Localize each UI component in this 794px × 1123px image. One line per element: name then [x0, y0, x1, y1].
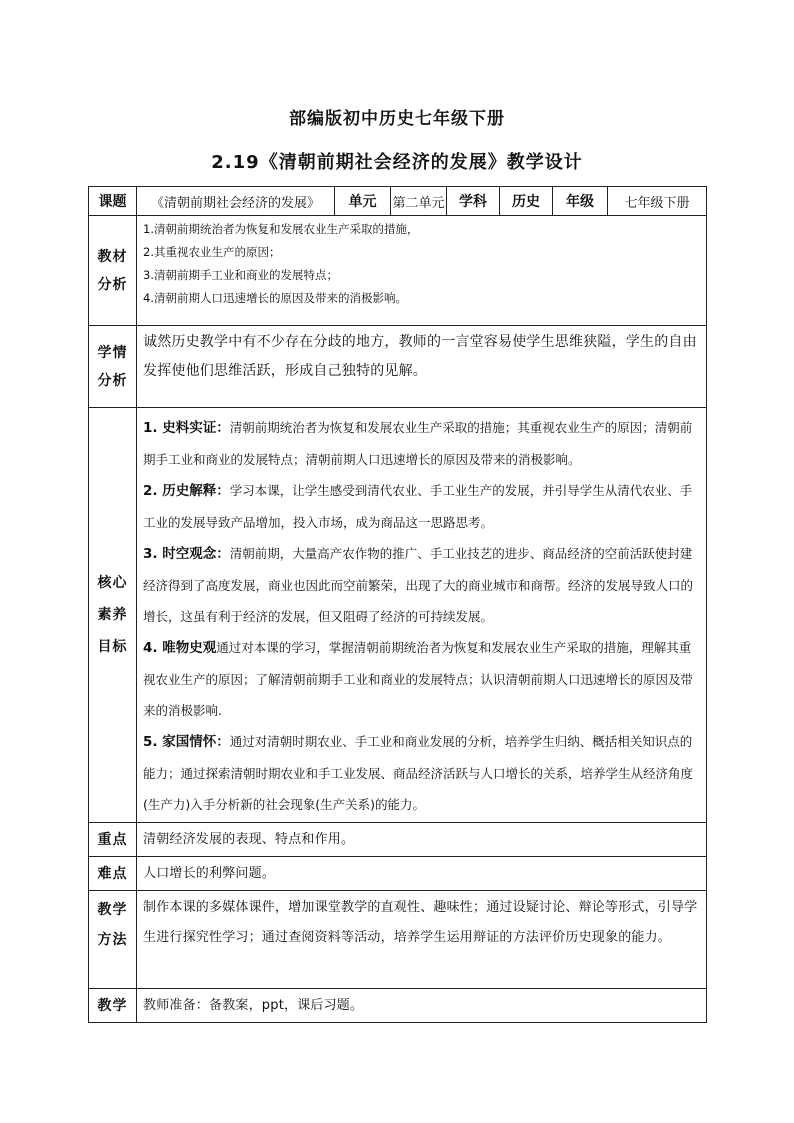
key-text: 清朝经济发展的表现、特点和作用。 [143, 832, 355, 847]
learner-text: 诚然历史教学中有不少存在分歧的地方，教师的一言堂容易使学生思维狭隘，学生的自由发挥使他们思维活跃，形成自己独特的见解。 [143, 334, 697, 379]
unit-label: 单元 [335, 187, 391, 216]
method-label [89, 891, 137, 989]
method-label-line2: 方法 [97, 932, 128, 948]
grade-value: 七年级下册 [608, 187, 707, 216]
core-item [143, 475, 700, 538]
core-item-head: 4. 唯物史观 [143, 640, 217, 656]
core-label-line1: 核心 [97, 575, 128, 591]
subject-value: 历史 [500, 187, 553, 216]
difficulty-content [137, 857, 707, 891]
core-item-head: 1. 史料实证： [143, 420, 230, 436]
core-item-head: 5. 家国情怀： [143, 734, 230, 750]
material-content [137, 216, 707, 326]
core-item-text: 通过对本课的学习，掌握清朝前期统治者为恢复和发展农业生产采取的措施，理解其重视农业生产的原因；了解清朝前期手工业和商业的发展特点；认识清朝前期人口迅速增长的原因及带来的消极影响. [143, 640, 694, 718]
learner-content [137, 326, 707, 408]
document-title: 部编版初中历史七年级下册 [289, 109, 505, 129]
document-subtitle: 2.19《清朝前期社会经济的发展》教学设计 [211, 152, 583, 173]
prep-row [89, 989, 707, 1023]
material-row [89, 216, 707, 326]
key-content [137, 823, 707, 857]
lesson-plan-table [88, 186, 707, 1023]
material-line: 4.清朝前期人口迅速增长的原因及带来的消极影响。 [143, 291, 407, 305]
header-row [89, 187, 707, 216]
material-line: 1.清朝前期统治者为恢复和发展农业生产采取的措施， [143, 222, 419, 236]
material-line: 2.其重视农业生产的原因； [143, 245, 281, 259]
prep-label: 教学 [89, 989, 137, 1023]
core-item [143, 412, 700, 475]
method-row [89, 891, 707, 989]
core-item [143, 538, 700, 632]
method-text: 制作本课的多媒体课件，增加课堂教学的直观性、趣味性；通过设疑讨论、辩论等形式，引导学生进行探究性学习；通过查阅资料等活动，培养学生运用辩证的方法评价历史现象的能力。 [143, 900, 698, 945]
prep-content [137, 989, 707, 1023]
method-content [137, 891, 707, 989]
difficulty-label: 难点 [89, 857, 137, 891]
prep-text: 教师准备：备教案，ppt，课后习题。 [143, 998, 364, 1013]
learner-label [89, 326, 137, 408]
core-item-head: 2. 历史解释： [143, 483, 230, 499]
key-row [89, 823, 707, 857]
core-item-text: 清朝前期统治者为恢复和发展农业生产采取的措施；其重视农业生产的原因；清朝前期手工业和商业的发展特点；清朝前期人口迅速增长的原因及带来的消极影响。 [143, 420, 693, 467]
grade-label: 年级 [553, 187, 608, 216]
learner-label-line1: 学情 [97, 344, 128, 361]
core-content [137, 408, 707, 823]
difficulty-row [89, 857, 707, 891]
topic-label: 课题 [89, 187, 137, 216]
key-label: 重点 [89, 823, 137, 857]
learner-label-line2: 分析 [97, 372, 128, 389]
method-label-line1: 教学 [97, 902, 128, 918]
core-label-line2: 素养 [97, 607, 128, 623]
core-item [143, 726, 700, 820]
material-label-line2: 分析 [97, 276, 128, 293]
difficulty-text: 人口增长的利弊问题。 [143, 866, 276, 881]
material-label-line1: 教材 [97, 248, 128, 265]
material-label [89, 216, 137, 326]
core-item-text: 清朝前期，大量高产农作物的推广、手工业技艺的进步、商品经济的空前活跃使封建经济得到了高度发展，商业也因此而空前繁荣，出现了大的商业城市和商帮。经济的发展导致人口的增长，这虽有利于经济的发展，但又阻碍了经济的可持续发展。 [143, 546, 694, 624]
core-label [89, 408, 137, 823]
core-item-text: 通过对清朝时期农业、手工业和商业发展的分析，培养学生归纳、概括相关知识点的能力；通过探索清朝时期农业和手工业发展、商品经济活跃与人口增长的关系，培养学生从经济角度(生产力)入手分析新的社会现象(生产关系)的能力。 [143, 734, 694, 812]
core-item-head: 3. 时空观念： [143, 546, 230, 562]
unit-value: 第二单元 [391, 187, 447, 216]
core-row [89, 408, 707, 823]
subject-label: 学科 [447, 187, 500, 216]
material-line: 3.清朝前期手工业和商业的发展特点； [143, 268, 338, 282]
core-item [143, 632, 700, 726]
topic-value: 《清朝前期社会经济的发展》 [137, 187, 335, 216]
core-item-text: 学习本课，让学生感受到清代农业、手工业生产的发展，并引导学生从清代农业、手工业的发展导致产品增加，投入市场，成为商品这一思路思考。 [143, 483, 693, 530]
learner-row [89, 326, 707, 408]
core-label-line3: 目标 [97, 639, 128, 655]
